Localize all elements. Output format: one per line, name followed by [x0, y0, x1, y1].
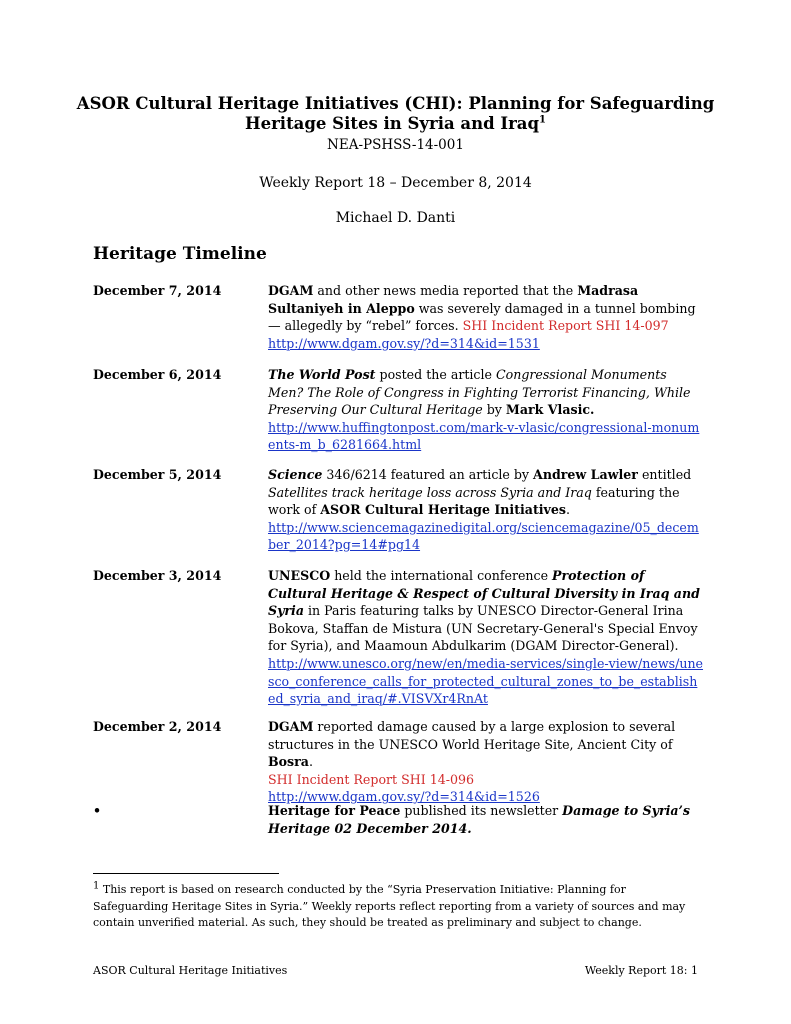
entry-organization: Heritage for Peace [268, 803, 401, 818]
title-line-1: ASOR Cultural Heritage Initiatives (CHI): Planning for Safeguarding [76, 94, 715, 113]
entry-site: Bosra [268, 754, 309, 770]
title-line-2-text: Heritage Sites in Syria and Iraq [245, 114, 540, 133]
entry-text: reported damage caused by a large explosion to several structures in the UNESCO World Heritage Site, Ancient City of [268, 719, 676, 752]
entry-date: December 5, 2014 [93, 467, 222, 482]
entry-text: posted the article [375, 367, 496, 382]
entry-text: held the international conference [330, 568, 553, 583]
entry-text: in Paris featuring talks by UNESCO Director-General Irina Bokova, Staffan de Mistura (UN Secretary-General's Special Envoy for Syria), and Maamoun Abdulkarim (DGAM Director-General). [268, 603, 698, 654]
entry-text: . [308, 754, 313, 770]
entry-body [268, 366, 703, 454]
entry-date: December 2, 2014 [93, 719, 222, 734]
footer-organization: ASOR Cultural Heritage Initiatives [93, 964, 288, 977]
entry-article-title: Satellites track heritage loss across Syria and Iraq [268, 484, 592, 500]
entry-link[interactable]: http://www.dgam.gov.sy/?d=314&id=1526 [268, 789, 540, 805]
author-name: Michael D. Danti [335, 210, 456, 226]
entry-text: by [482, 402, 506, 418]
section-heading: Heritage Timeline [93, 244, 267, 264]
entry-publication: The World Post [268, 367, 376, 382]
entry-author: Mark Vlasic. [505, 402, 595, 418]
entry-site: Madrasa Sultaniyeh in Aleppo [268, 283, 639, 316]
entry-link[interactable]: http://www.unesco.org/new/en/media-services/single-view/news/unesco_conference_calls_for_protected_cultural_zones_to_be_established_syria_and_iraq/#.VISVXr4RnAt [268, 655, 704, 707]
entry-body [268, 718, 703, 806]
entry-author: Andrew Lawler [533, 467, 638, 482]
grant-number: NEA-PSHSS-14-001 [327, 137, 464, 153]
entry-newsletter-title: Damage to Syria’s Heritage 02 December 2014. [268, 803, 691, 836]
footnote [93, 882, 703, 932]
footnote-marker: 1 [93, 880, 100, 892]
entry-text: . [565, 502, 570, 518]
report-title [60, 94, 731, 134]
entry-source: DGAM [268, 719, 314, 734]
entry-publication: Science [268, 467, 323, 482]
incident-report-label: SHI Incident Report SHI 14-097 [462, 318, 669, 334]
entry-date: December 6, 2014 [93, 367, 222, 382]
entry-date: December 3, 2014 [93, 568, 222, 583]
bullet-marker: • [93, 803, 102, 818]
footnote-divider [93, 873, 279, 874]
entry-text: published its newsletter [400, 803, 563, 818]
incident-report-label: SHI Incident Report SHI 14-096 [268, 771, 475, 787]
weekly-report-date: Weekly Report 18 – December 8, 2014 [259, 175, 532, 191]
title-line-2 [60, 114, 731, 134]
entry-organization: UNESCO [268, 568, 331, 583]
entry-conference-title: Protection of Cultural Heritage & Respect of Cultural Diversity in Iraq and Syria [268, 568, 700, 619]
footer-page-number: Weekly Report 18: 1 [584, 964, 698, 977]
entry-body [268, 567, 703, 708]
entry-organization: ASOR Cultural Heritage Initiatives [320, 502, 566, 518]
entry-article-title: Congressional Monuments Men? The Role of Congress in Fighting Terrorist Financing, While Preserving Our Cultural Heritage [268, 367, 691, 418]
entry-body [268, 466, 703, 554]
entry-link[interactable]: http://www.sciencemagazinedigital.org/sciencemagazine/05_december_2014?pg=14#pg14 [268, 519, 699, 553]
entry-text: featuring the work of [268, 484, 680, 518]
footnote-text: This report is based on research conducted by the “Syria Preservation Initiative: Planning for Safeguarding Heritage Sites in Syria.” Weekly reports reflect reporting from a variety of sources and may contain unverified material. As such, they should be treated as preliminary and subject to change. [93, 883, 686, 929]
entry-source: DGAM [268, 283, 314, 298]
entry-date: December 7, 2014 [93, 283, 222, 298]
entry-text: and other news media reported that the [313, 283, 578, 298]
entry-link[interactable]: http://www.dgam.gov.sy/?d=314&id=1531 [268, 335, 540, 351]
entry-body [268, 802, 703, 837]
entry-text: was severely damaged in a tunnel bombing — allegedly by “rebel” forces. [268, 300, 696, 334]
entry-text: entitled [637, 467, 692, 482]
entry-body [268, 282, 703, 352]
entry-link[interactable]: http://www.huffingtonpost.com/mark-v-vlasic/congressional-monuments-m_b_6281664.html [268, 419, 700, 453]
entry-text: 346/6214 featured an article by [322, 467, 534, 482]
title-footnote-marker[interactable]: 1 [539, 114, 546, 126]
